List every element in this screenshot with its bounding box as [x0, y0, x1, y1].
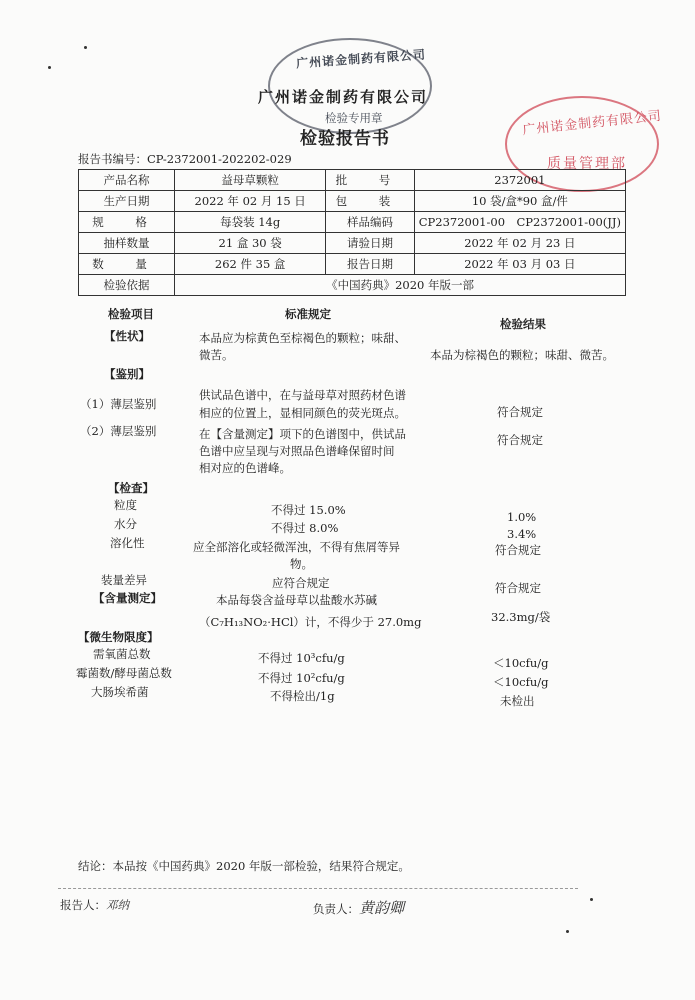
character-result: 本品为棕褐色的颗粒；味甜、微苦。	[430, 348, 614, 362]
solubility-standard-line1: 应全部溶化或轻微浑浊，不得有焦屑等异	[193, 540, 400, 554]
section-identification: 【鉴别】	[104, 367, 150, 381]
reporter	[60, 897, 129, 913]
inspection-seal-subtext: 检验专用章	[325, 111, 383, 125]
scan-speck	[84, 46, 87, 49]
identification-standard-2-line3: 相对应的色谱峰。	[199, 461, 291, 475]
reporter-label: 报告人：	[60, 898, 106, 912]
aerobic-count-result: ＜10cfu/g	[493, 656, 549, 670]
fill-variation-standard: 应符合规定	[272, 576, 330, 590]
moisture-standard: 不得过 8.0%	[271, 521, 339, 535]
quantity-value: 262 件 35 盒	[175, 254, 326, 275]
sample-quantity-value: 21 盒 30 袋	[175, 233, 326, 254]
solubility-item: 溶化性	[110, 536, 145, 550]
sample-code-label: 样品编码	[326, 212, 415, 233]
header-standard: 标准规定	[285, 307, 331, 321]
solubility-result: 符合规定	[495, 543, 541, 557]
solubility-standard-line2: 物。	[290, 557, 313, 571]
section-character: 【性状】	[104, 329, 150, 343]
production-date-label: 生产日期	[79, 191, 175, 212]
responsible-label: 负责人：	[313, 902, 359, 916]
report-date-label: 报告日期	[326, 254, 415, 275]
identification-standard-2-line2: 色谱中应呈现与对照品色谱峰保留时间	[199, 444, 395, 458]
report-number-value: CP-2372001-202202-029	[147, 152, 292, 166]
granularity-standard: 不得过 15.0%	[271, 503, 346, 517]
quantity-label: 数 量	[79, 254, 175, 275]
character-standard-line1: 本品应为棕黄色至棕褐色的颗粒；味甜、	[199, 331, 406, 345]
specification-value: 每袋装 14g	[175, 212, 326, 233]
scan-speck	[48, 66, 51, 69]
quality-dept-stamp-subtext: 质量管理部	[547, 156, 627, 172]
basis-value: 《中国药典》2020 年版一部	[175, 275, 626, 296]
mold-yeast-standard: 不得过 10²cfu/g	[258, 671, 345, 685]
reporter-signature: 邓纳	[106, 898, 129, 912]
section-microbial: 【微生物限度】	[78, 630, 159, 644]
product-name-value: 益母草颗粒	[175, 170, 326, 191]
identification-item-2: （2）薄层鉴别	[80, 424, 157, 438]
ecoli-result: 未检出	[500, 694, 535, 708]
responsible-person	[313, 897, 404, 918]
assay-standard-line1: 本品每袋含益母草以盐酸水苏碱	[216, 593, 377, 607]
assay-result: 32.3mg/袋	[491, 610, 551, 624]
mold-yeast-result: ＜10cfu/g	[493, 675, 549, 689]
product-info-table	[78, 169, 626, 296]
identification-result-2: 符合规定	[497, 433, 543, 447]
identification-item-1: （1）薄层鉴别	[80, 397, 157, 411]
report-number-label: 报告书编号：	[78, 152, 147, 166]
production-date-value: 2022 年 02 月 15 日	[175, 191, 326, 212]
moisture-result: 3.4%	[507, 527, 537, 541]
ecoli-standard: 不得检出/1g	[270, 689, 335, 703]
inspection-seal-text: 广州诺金制药有限公司	[295, 47, 427, 71]
identification-standard-1-line1: 供试品色谱中，在与益母草对照药材色谱	[199, 388, 406, 402]
scan-speck	[590, 898, 593, 901]
sample-quantity-label: 抽样数量	[79, 233, 175, 254]
identification-standard-2-line1: 在【含量测定】项下的色谱图中，供试品	[199, 427, 406, 441]
fill-variation-item: 装量差异	[101, 573, 147, 587]
mold-yeast-item: 霉菌数/酵母菌总数	[76, 666, 172, 680]
report-number	[78, 151, 292, 167]
product-name-label: 产品名称	[79, 170, 175, 191]
packaging-label: 包 装	[326, 191, 415, 212]
quality-dept-stamp-text: 广州诺金制药有限公司	[521, 108, 663, 139]
specification-label: 规 格	[79, 212, 175, 233]
request-date-value: 2022 年 02 月 23 日	[414, 233, 625, 254]
character-standard-line2: 微苦。	[199, 348, 234, 362]
aerobic-count-item: 需氧菌总数	[93, 647, 151, 661]
scan-speck	[566, 930, 569, 933]
granularity-result: 1.0%	[507, 510, 537, 524]
company-name: 广州诺金制药有限公司	[258, 88, 429, 106]
document-title: 检验报告书	[300, 129, 390, 149]
header-item: 检验项目	[108, 307, 154, 321]
assay-standard-line2: （C₇H₁₃NO₂·HCl）计，不得少于 27.0mg	[199, 615, 422, 629]
ecoli-item: 大肠埃希菌	[91, 685, 149, 699]
signature-divider	[58, 888, 578, 889]
aerobic-count-standard: 不得过 10³cfu/g	[258, 651, 345, 665]
report-date-value: 2022 年 03 月 03 日	[414, 254, 625, 275]
fill-variation-result: 符合规定	[495, 581, 541, 595]
packaging-value: 10 袋/盒*90 盒/件	[414, 191, 625, 212]
basis-label: 检验依据	[79, 275, 175, 296]
section-examination: 【检查】	[108, 481, 154, 495]
moisture-item: 水分	[114, 517, 137, 531]
granularity-item: 粒度	[114, 498, 137, 512]
request-date-label: 请验日期	[326, 233, 415, 254]
responsible-signature: 黄韵卿	[359, 899, 405, 917]
identification-standard-1-line2: 相应的位置上，显相同颜色的荧光斑点。	[199, 406, 406, 420]
identification-result-1: 符合规定	[497, 405, 543, 419]
batch-value: 2372001	[414, 170, 625, 191]
header-result: 检验结果	[500, 317, 546, 331]
batch-label: 批 号	[326, 170, 415, 191]
section-assay: 【含量测定】	[93, 591, 162, 605]
sample-code-value: CP2372001-00 CP2372001-00(JJ)	[414, 212, 625, 233]
conclusion: 结论：本品按《中国药典》2020 年版一部检验，结果符合规定。	[78, 859, 410, 873]
